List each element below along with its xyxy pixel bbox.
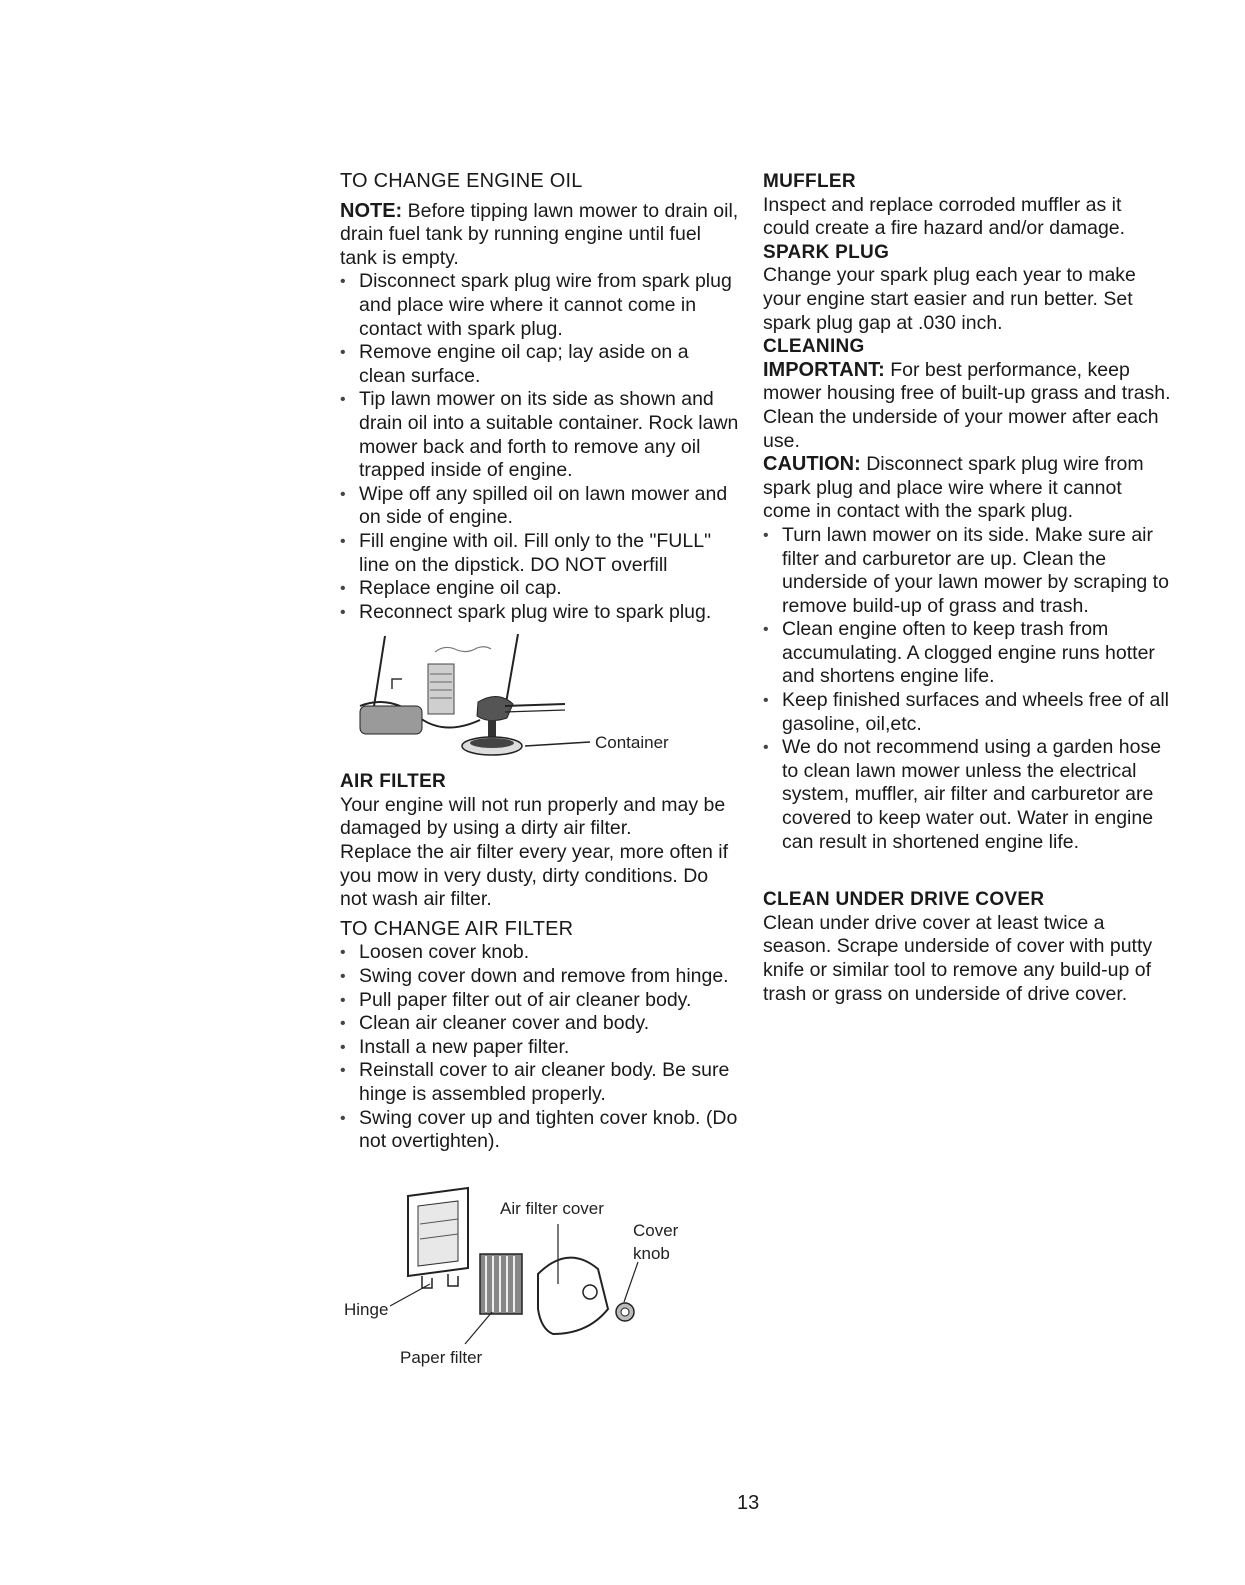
knob-label: knob [633,1243,670,1263]
air-filter-heading: AIR FILTER [340,771,447,793]
air-filter-paragraph-2: Replace the air filter every year, more often if you mow in very dusty, dirty conditions. Do not wash air filter. [340,841,729,911]
caution-label: CAUTION: [763,453,861,476]
note-label: NOTE: [340,199,403,222]
list-item: • Loosen cover knob. [340,941,740,965]
list-item: • Swing cover up and tighten cover knob. (Do not overtighten). [340,1107,740,1154]
drive-cover-heading: CLEAN UNDER DRIVE COVER [763,889,1045,911]
hinge-label: Hinge [344,1299,389,1319]
list-item: • We do not recommend using a garden hose to clean lawn mower unless the electrical system, muffler, air filter and carburetor are covered to keep water out. Water in engine can result in shortened engine life. [763,736,1173,854]
list-item: • Disconnect spark plug wire from spark plug and place wire where it cannot come in contact with spark plug. [340,270,740,341]
list-item: • Replace engine oil cap. [340,577,740,601]
change-air-filter-title: TO CHANGE AIR FILTER [340,917,574,940]
drive-cover-text: Clean under drive cover at least twice a season. Scrape underside of cover with putty knife or similar tool to remove any build-up of trash or grass on underside of drive cover. [763,911,1153,1005]
muffler-heading: MUFFLER [763,171,856,192]
important-label: IMPORTANT: [763,358,885,381]
list-item: • Tip lawn mower on its side as shown and drain oil into a suitable container. Rock lawn mower back and forth to remove any oil trapped inside of engine. [340,388,740,482]
air-filter-illustration [340,1184,740,1384]
muffler-text: Inspect and replace corroded muffler as it could create a fire hazard and/or damage. [763,193,1126,240]
paper-filter-label: Paper filter [400,1347,483,1367]
list-item: • Fill engine with oil. Fill only to the "FULL" line on the dipstick. DO NOT overfill [340,530,740,577]
left-column [340,170,740,1384]
spark-plug-text: Change your spark plug each year to make your engine start easier and run better. Set spark plug gap at .030 inch. [763,264,1136,334]
oil-drain-illustration [340,624,740,764]
air-filter-cover-label: Air filter cover [500,1198,604,1218]
list-item: • Remove engine oil cap; lay aside on a clean surface. [340,341,740,388]
cleaning-heading: CLEANING [763,336,865,358]
cleaning-steps-list [763,524,1173,854]
list-item: • Wipe off any spilled oil on lawn mower and on side of engine. [340,483,740,530]
list-item: • Keep finished surfaces and wheels free of all gasoline, oil,etc. [763,689,1173,736]
list-item: • Reinstall cover to air cleaner body. Be sure hinge is assembled properly. [340,1059,740,1106]
cover-label: Cover [633,1220,679,1240]
list-item: • Pull paper filter out of air cleaner body. [340,989,740,1013]
air-filter-paragraph-1: Your engine will not run properly and may be damaged by using a dirty air filter. [340,793,726,840]
oil-change-title: TO CHANGE ENGINE OIL [340,170,583,192]
right-column [763,170,1173,1006]
note-text: Before tipping lawn mower to drain oil, drain fuel tank by running engine until fuel tank is empty. [340,199,739,269]
page-number: 13 [737,1492,760,1514]
filter-steps-list [340,941,740,1153]
list-item: • Clean air cleaner cover and body. [340,1012,740,1036]
list-item: • Reconnect spark plug wire to spark plug. [340,601,740,625]
container-label: Container [595,733,669,753]
important-text: For best performance, keep mower housing free of built-up grass and trash. Clean the underside of your mower after each use. [763,358,1171,452]
list-item: • Swing cover down and remove from hinge. [340,965,740,989]
caution-note [763,453,1173,524]
list-item: • Install a new paper filter. [340,1036,740,1060]
important-note [763,359,1173,453]
caution-text: Disconnect spark plug wire from spark plug and place wire where it cannot come in contact with the spark plug. [763,453,1144,523]
list-item: • Turn lawn mower on its side. Make sure air filter and carburetor are up. Clean the underside of your lawn mower by scraping to remove build-up of grass and trash. [763,524,1173,618]
oil-steps-list [340,270,740,624]
list-item: • Clean engine often to keep trash from accumulating. A clogged engine runs hotter and shortens engine life. [763,618,1173,689]
spark-plug-heading: SPARK PLUG [763,241,890,263]
oil-note [340,200,740,271]
